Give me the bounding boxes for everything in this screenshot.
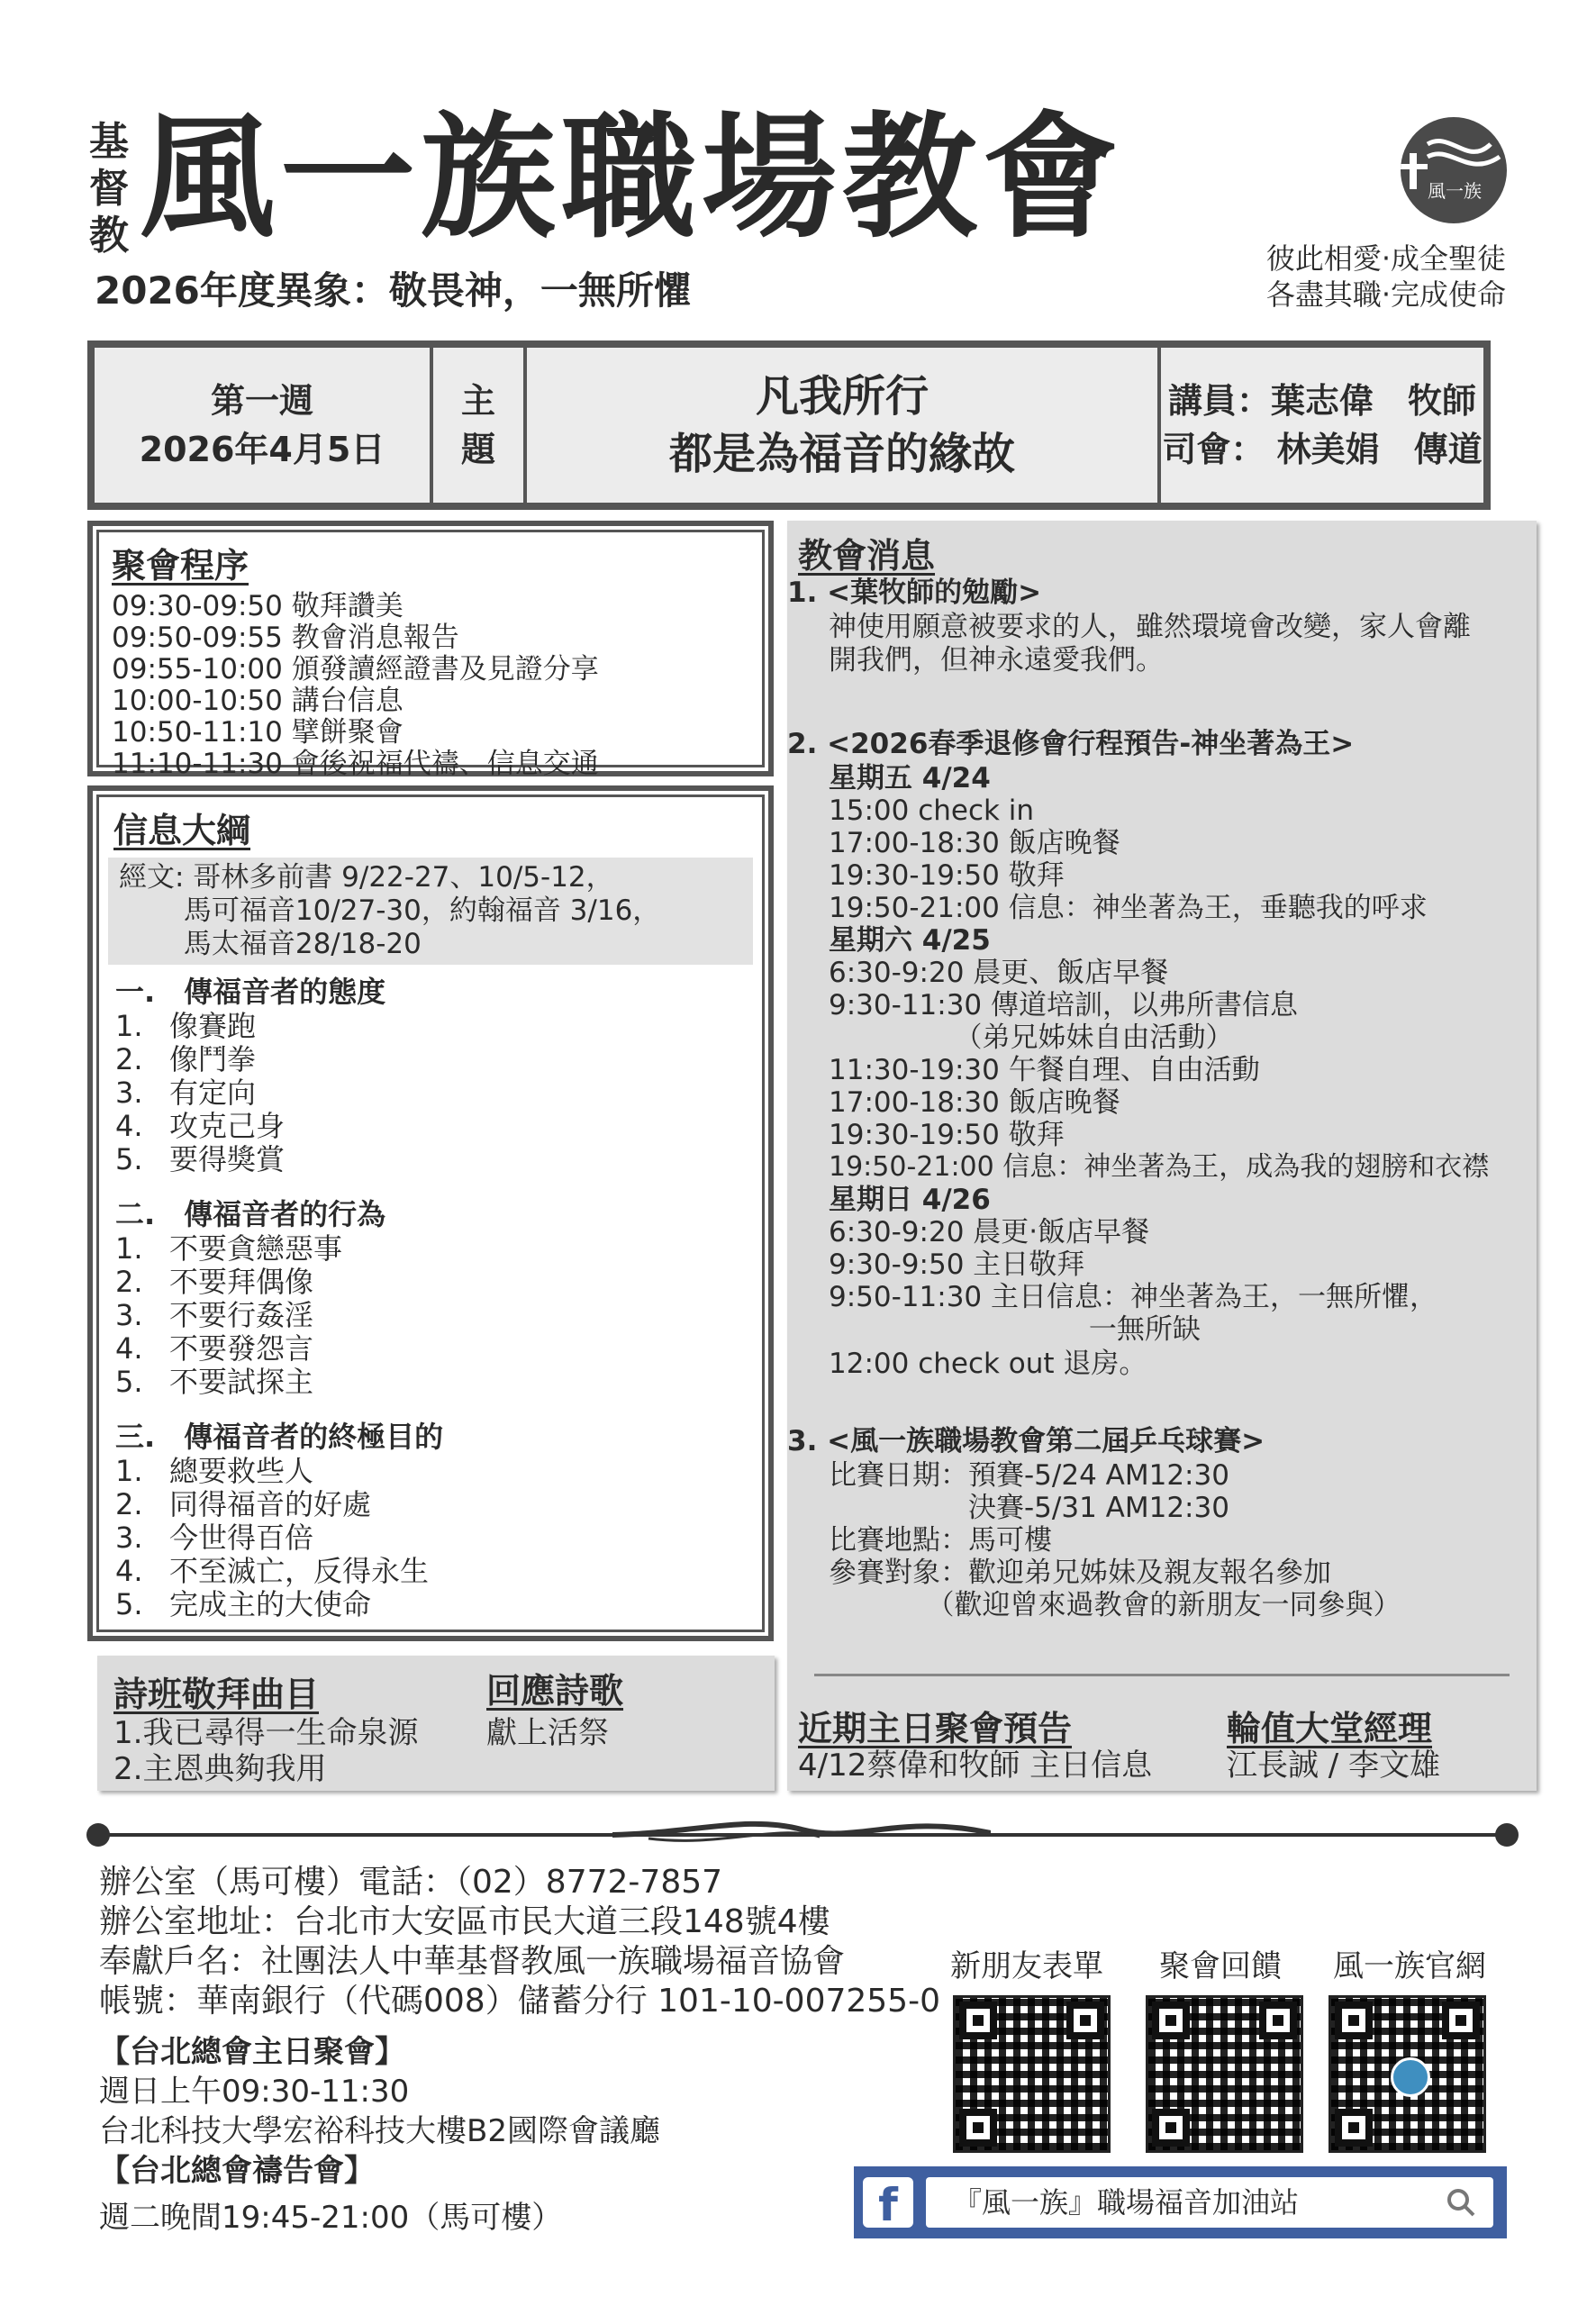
news-title: 教會消息 bbox=[798, 536, 936, 576]
outline-item: 2. 不要拜偶像 bbox=[115, 1265, 314, 1299]
scripture-line: 經文: 哥林多前書 9/22-27、10/5-12， bbox=[119, 861, 614, 894]
qr-logo-icon bbox=[1391, 2057, 1430, 2097]
news-box bbox=[787, 521, 1537, 1791]
sunday-service-place: 台北科技大學宏裕科技大樓B2國際會議廳 bbox=[99, 2113, 660, 2149]
qr-label-new-friends: 新朋友表單 bbox=[950, 1948, 1103, 1984]
schedule-item: 10:50-11:10 擘餅聚會 bbox=[112, 716, 404, 749]
news-item-heading: 3. <風一族職場教會第二屆乒乓球賽> bbox=[787, 1425, 1265, 1457]
office-phone: 辦公室（馬可樓）電話：（02）8772-7857 bbox=[99, 1864, 723, 1901]
theme-label-cell: 主 題 bbox=[433, 348, 527, 503]
qr-website-icon[interactable] bbox=[1328, 1995, 1486, 2153]
prayer-meeting-time: 週二晚間19:45-21:00（馬可樓） bbox=[99, 2200, 563, 2236]
outline-item: 4. 不要發怨言 bbox=[115, 1331, 314, 1366]
news-line: 15:00 check in bbox=[829, 794, 1035, 827]
news-line: 19:30-19:50 敬拜 bbox=[829, 1119, 1065, 1151]
response-song: 獻上活祭 bbox=[486, 1715, 609, 1751]
news-line: 決賽-5/31 AM12:30 bbox=[829, 1492, 1229, 1524]
choir-song: 1.我已尋得一生命泉源 bbox=[113, 1715, 419, 1751]
annual-vision: 2026年度異象：敬畏神，一無所懼 bbox=[95, 268, 692, 313]
service-date: 2026年4月5日 bbox=[139, 430, 385, 469]
outline-item: 5. 不要試探主 bbox=[115, 1365, 314, 1399]
news-item-heading: 1. <葉牧師的勉勵> bbox=[787, 576, 1042, 609]
outline-item: 3. 今世得百倍 bbox=[115, 1521, 314, 1555]
outline-item: 3. 不要行姦淫 bbox=[115, 1298, 314, 1332]
church-logo bbox=[1401, 117, 1507, 223]
schedule-item: 10:00-10:50 講台信息 bbox=[112, 685, 404, 717]
news-line: 9:30-11:30 傳道培訓，以弗所書信息 bbox=[829, 989, 1298, 1021]
wind-logo-icon bbox=[1401, 117, 1507, 223]
schedule-item: 11:10-11:30 會後祝福代禱、信息交通 bbox=[112, 748, 599, 780]
news-line: （弟兄姊妹自由活動） bbox=[829, 1021, 1234, 1054]
news-line: 19:30-19:50 敬拜 bbox=[829, 859, 1065, 892]
motto-line-2: 各盡其職‧完成使命 bbox=[1265, 277, 1506, 312]
outline-item: 1. 總要救些人 bbox=[115, 1454, 314, 1488]
bank-account: 帳號：華南銀行（代碼008）儲蓄分行 101-10-007255-0 bbox=[99, 1983, 940, 2020]
schedule-item: 09:55-10:00 頒發讀經證書及見證分享 bbox=[112, 653, 599, 685]
outline-box bbox=[87, 785, 774, 1641]
outline-title: 信息大綱 bbox=[113, 811, 251, 850]
news-line: 一無所缺 bbox=[829, 1313, 1201, 1346]
sunday-service-time: 週日上午09:30-11:30 bbox=[99, 2074, 410, 2110]
page-title: 風一族職場教會 bbox=[140, 100, 1124, 257]
choir-title: 詩班敬拜曲目 bbox=[113, 1675, 320, 1714]
manager-names: 江長誠 / 李文雄 bbox=[1227, 1748, 1441, 1784]
outline-item: 1. 不要貪戀惡事 bbox=[115, 1231, 343, 1266]
divider-dot-right bbox=[1495, 1823, 1519, 1847]
news-line: 17:00-18:30 飯店晚餐 bbox=[829, 1086, 1120, 1119]
schedule-item: 09:30-09:50 敬拜讚美 bbox=[112, 590, 404, 622]
prayer-meeting-title: 【台北總會禱告會】 bbox=[99, 2153, 375, 2189]
outline-section-3: 三. 傳福音者的終極目的 1. 總要救些人 2. 同得福音的好處 3. 今世得百倍 4. 不至滅亡，反得永生 5. 完成主的大使命 bbox=[108, 1419, 753, 1621]
response-title: 回應詩歌 bbox=[486, 1671, 624, 1711]
retreat-day: 星期日 4/26 bbox=[829, 1184, 991, 1216]
host: 司會： 林美娟 傳道 bbox=[1162, 430, 1483, 469]
outline-item: 2. 像鬥拳 bbox=[115, 1042, 257, 1076]
outline-section-2: 二. 傳福音者的行為 1. 不要貪戀惡事 2. 不要拜偶像 3. 不要行姦淫 4. 不要發怨言 5. 不要試探主 bbox=[108, 1196, 753, 1399]
retreat-day: 星期五 4/24 bbox=[829, 762, 991, 794]
motto-line-1: 彼此相愛‧成全聖徒 bbox=[1265, 241, 1506, 276]
qr-feedback-icon[interactable] bbox=[1146, 1995, 1303, 2153]
facebook-icon: f bbox=[863, 2177, 913, 2228]
office-address: 辦公室地址：台北市大安區市民大道三段148號4樓 bbox=[99, 1903, 830, 1940]
news-line: 12:00 check out 退房。 bbox=[829, 1348, 1147, 1380]
outline-item: 5. 要得獎賞 bbox=[115, 1142, 286, 1176]
news-line: 比賽地點：馬可樓 bbox=[829, 1524, 1052, 1557]
news-line: 開我們，但神永遠愛我們。 bbox=[829, 644, 1164, 676]
schedule-item: 09:50-09:55 教會消息報告 bbox=[112, 622, 459, 654]
news-line: 17:00-18:30 飯店晚餐 bbox=[829, 827, 1120, 859]
news-line: 9:30-9:50 主日敬拜 bbox=[829, 1248, 1085, 1281]
news-line: 9:50-11:30 主日信息：神坐著為王，一無所懼， bbox=[829, 1281, 1437, 1313]
news-line: 6:30-9:20 晨更‧飯店早餐 bbox=[829, 1216, 1150, 1248]
news-line: 神使用願意被要求的人，雖然環境會改變，家人會離 bbox=[829, 611, 1471, 643]
news-line: 參賽對象：歡迎弟兄姊妹及親友報名參加 bbox=[829, 1557, 1331, 1589]
outline-item: 4. 攻克己身 bbox=[115, 1109, 286, 1143]
donation-account-name: 奉獻戶名：社團法人中華基督教風一族職場福音協會 bbox=[99, 1943, 846, 1980]
outline-item: 2. 同得福音的好處 bbox=[115, 1487, 372, 1521]
outline-item: 3. 有定向 bbox=[115, 1076, 257, 1110]
service-header-table bbox=[87, 340, 1491, 510]
facebook-page-name[interactable]: 『風一族』職場福音加油站 bbox=[926, 2177, 1493, 2228]
news-line: 19:50-21:00 信息：神坐著為王，成為我的翅膀和衣襟 bbox=[829, 1151, 1490, 1183]
week-label: 第一週 bbox=[210, 381, 313, 421]
retreat-day: 星期六 4/25 bbox=[829, 924, 991, 957]
news-item-heading: 2. <2026春季退修會行程預告-神坐著為王> bbox=[787, 728, 1355, 760]
search-icon[interactable] bbox=[1445, 2186, 1477, 2219]
upcoming-service: 4/12蔡偉和牧師 主日信息 bbox=[798, 1748, 1153, 1784]
theme-cell bbox=[527, 348, 1161, 503]
choir-box bbox=[97, 1656, 775, 1791]
news-line: 19:50-21:00 信息：神坐著為王，垂聽我的呼求 bbox=[829, 892, 1428, 924]
qr-new-friends-icon[interactable] bbox=[953, 1995, 1111, 2153]
news-line: 比賽日期：預賽-5/24 AM12:30 bbox=[829, 1459, 1229, 1492]
vertical-label: 基 督 教 bbox=[89, 119, 129, 259]
facebook-bar[interactable] bbox=[854, 2166, 1507, 2238]
news-line: 11:30-19:30 午餐自理、自由活動 bbox=[829, 1054, 1260, 1086]
choir-song: 2.主恩典夠我用 bbox=[113, 1751, 327, 1787]
qr-label-website: 風一族官網 bbox=[1333, 1948, 1486, 1984]
outline-item: 4. 不至滅亡，反得永生 bbox=[115, 1554, 430, 1588]
speaker: 講員：葉志偉 牧師 bbox=[1167, 381, 1476, 421]
news-line: （歡迎曾來過教會的新朋友一同參與） bbox=[829, 1589, 1401, 1621]
logo-text: 風一族 bbox=[1428, 180, 1482, 202]
outline-section-1: 一. 傳福音者的態度 1. 像賽跑 2. 像鬥拳 3. 有定向 4. 攻克己身 5. 要得獎賞 bbox=[108, 974, 753, 1176]
schedule-box bbox=[87, 521, 774, 780]
swirl-ornament-icon bbox=[612, 1806, 991, 1860]
scripture-block bbox=[108, 858, 753, 965]
theme-line-2: 都是為福音的緣故 bbox=[668, 429, 1015, 479]
news-divider bbox=[814, 1674, 1510, 1676]
speaker-cell bbox=[1161, 348, 1483, 503]
week-date-cell bbox=[95, 348, 433, 503]
schedule-title: 聚會程序 bbox=[112, 546, 249, 586]
upcoming-title: 近期主日聚會預告 bbox=[798, 1709, 1073, 1748]
theme-line-1: 凡我所行 bbox=[755, 371, 929, 422]
scripture-line: 馬太福音28/18-20 bbox=[119, 928, 422, 960]
scripture-line: 馬可福音10/27-30，約翰福音 3/16， bbox=[119, 894, 661, 927]
manager-title: 輪值大堂經理 bbox=[1227, 1709, 1433, 1748]
sunday-service-title: 【台北總會主日聚會】 bbox=[99, 2034, 405, 2070]
outline-item: 5. 完成主的大使命 bbox=[115, 1587, 372, 1621]
news-line: 6:30-9:20 晨更、飯店早餐 bbox=[829, 957, 1169, 989]
outline-item: 1. 像賽跑 bbox=[115, 1009, 257, 1043]
qr-label-feedback: 聚會回饋 bbox=[1159, 1948, 1282, 1984]
